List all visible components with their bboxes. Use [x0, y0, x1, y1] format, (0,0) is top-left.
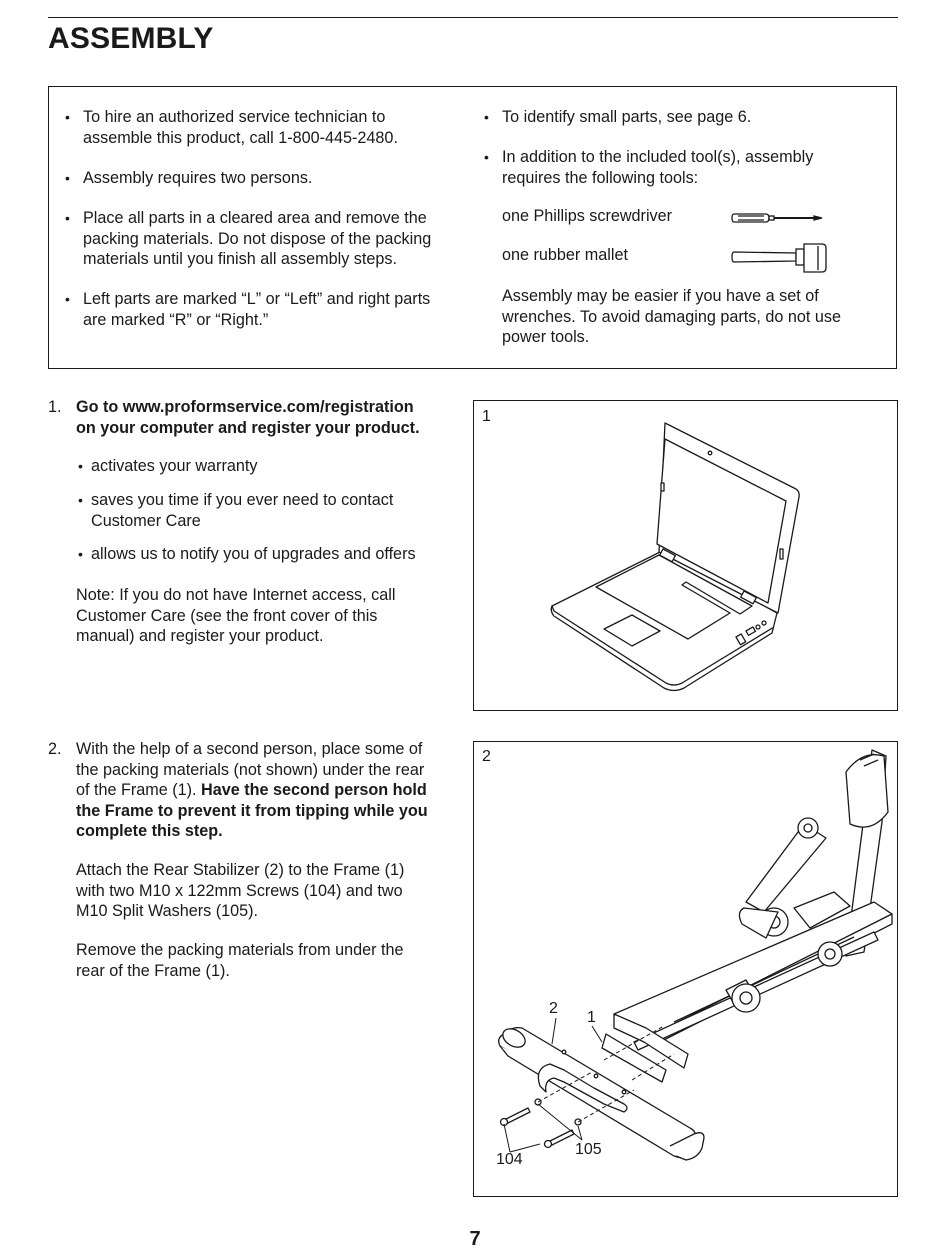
- bullet-icon: •: [65, 291, 70, 307]
- info-item-small-parts: To identify small parts, see page 6.: [502, 108, 752, 126]
- top-rule: [48, 17, 898, 18]
- bullet-icon: •: [65, 210, 70, 226]
- info-wrench-note: Assembly may be easier if you have a set of wrenches. To avoid damaging parts, do not use power tools.: [502, 287, 841, 346]
- page-number: 7: [469, 1228, 481, 1250]
- step1-number: 1.: [48, 398, 62, 416]
- step2-paragraph-2: Attach the Rear Stabilizer (2) to the Frame (1) with two M10 x 122mm Screws (104) and two M10 Split Washers (105).: [76, 861, 405, 920]
- bullet-icon: •: [484, 149, 489, 165]
- step2-paragraph-3: Remove the packing materials from under the rear of the Frame (1).: [76, 941, 404, 980]
- figure-1-label: 1: [482, 408, 491, 425]
- bullet-icon: •: [78, 458, 83, 474]
- callout-stabilizer: 2: [549, 1000, 558, 1017]
- step1-heading: Go to www.proformservice.com/registration on your computer and register your product.: [76, 398, 420, 437]
- bullet-icon: •: [484, 109, 489, 125]
- bullet-icon: •: [78, 546, 83, 562]
- callout-washers: 105: [575, 1141, 602, 1158]
- tool-mallet-label: one rubber mallet: [502, 246, 628, 264]
- step1-bullet-upgrades: allows us to notify you of upgrades and offers: [91, 545, 416, 563]
- step2-paragraph-1-normal: With the help of a second person, place some of the packing materials (not shown) under the rear of the Frame (1).: [76, 740, 425, 799]
- screwdriver-icon: [730, 208, 825, 228]
- tool-screwdriver-label: one Phillips screwdriver: [502, 207, 673, 225]
- info-item-tools-required: In addition to the included tool(s), assembly requires the following tools:: [502, 148, 814, 187]
- page-title: ASSEMBLY: [48, 22, 214, 55]
- step2-paragraph-1-bold: Have the second person hold the Frame to prevent it from tipping while you complete this step.: [76, 781, 428, 840]
- callout-screws: 104: [496, 1151, 523, 1168]
- laptop-illustration: [474, 401, 896, 709]
- info-item-technician: To hire an authorized service technician to assemble this product, call 1-800-445-2480.: [83, 108, 398, 147]
- mallet-icon: [730, 240, 830, 276]
- bullet-icon: •: [78, 492, 83, 508]
- elliptical-frame-illustration: [474, 742, 896, 1194]
- step2-paragraph-1: [76, 739, 456, 842]
- step1-bullet-warranty: activates your warranty: [91, 457, 258, 475]
- info-item-left-right: Left parts are marked “L” or “Left” and right parts are marked “R” or “Right.”: [83, 290, 431, 329]
- info-item-cleared-area: Place all parts in a cleared area and remove the packing materials. Do not dispose of the packing materials until you finish all assembly steps.: [83, 209, 432, 268]
- callout-frame: 1: [587, 1009, 596, 1026]
- bullet-icon: •: [65, 109, 70, 125]
- figure-2-label: 2: [482, 748, 491, 765]
- step1-bullet-saves-time: saves you time if you ever need to contact Customer Care: [91, 491, 394, 530]
- bullet-icon: •: [65, 170, 70, 186]
- info-item-two-persons: Assembly requires two persons.: [83, 169, 313, 187]
- step2-number: 2.: [48, 740, 62, 758]
- step1-note: Note: If you do not have Internet access, call Customer Care (see the front cover of this manual) and register your product.: [76, 586, 396, 645]
